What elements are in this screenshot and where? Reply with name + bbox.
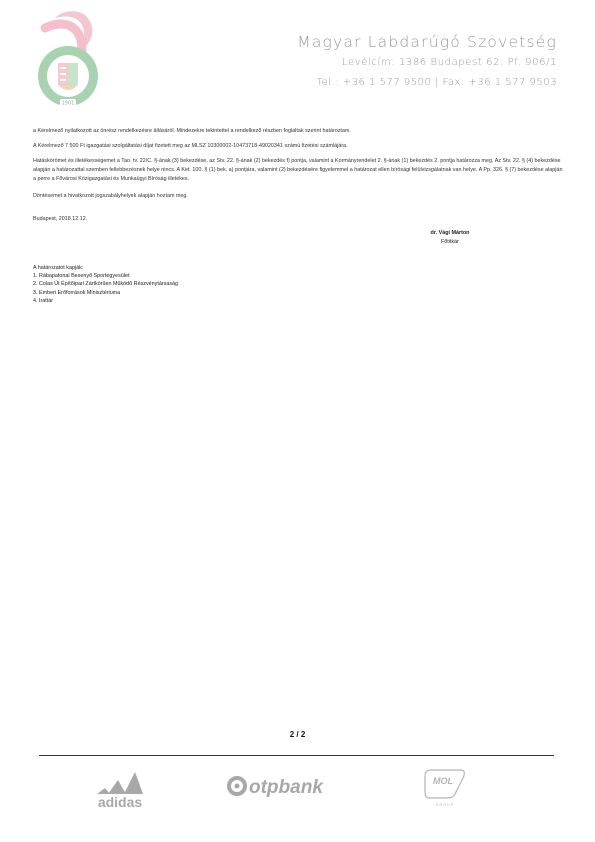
recipients-heading: A határozatot kapják: <box>33 265 84 271</box>
adidas-logo <box>85 766 155 810</box>
signer-name: dr. Vági Márton <box>430 230 470 236</box>
recipients-list <box>33 264 178 305</box>
recipient-item: 2. Colas Út Építőipari Zártkörűen Működő Részvénytársaság <box>33 281 179 288</box>
recipient-item: 4. Irattár <box>33 297 54 304</box>
logo-year: 1901 <box>61 100 75 107</box>
org-name: Magyar Labdarúgó Szövetség <box>297 33 557 51</box>
logo-shield-right <box>68 63 78 85</box>
otpbank-logo <box>225 766 345 806</box>
body-paragraph-2: A Kérelmező 7 500 Ft igazgatási szolgáltatási díjat fizetett meg az MLSZ 10300002-10473718-49020341 számú fizetési számlájára. <box>33 143 348 149</box>
org-phone-fax: Tel.: +36 1 577 9500 | Fax: +36 1 577 9503 <box>316 77 557 88</box>
place-and-date: Budapest, 2018.12.12. <box>33 216 88 222</box>
mlsz-logo <box>30 10 110 110</box>
mol-logo <box>415 766 475 810</box>
signer-title: Főtitkár <box>441 239 459 245</box>
recipient-item: 1. Rábapatonai Besenyő Sportegyesület <box>33 273 130 280</box>
mol-tagline: GROUP <box>435 803 455 807</box>
page-number: 2 / 2 <box>289 730 306 739</box>
footer-divider <box>39 755 554 756</box>
org-address: Levélcím: 1386 Budapest 62. Pf. 906/1 <box>341 57 557 68</box>
adidas-wordmark: adidas <box>97 794 143 810</box>
recipient-item: 3. Emberi Erőforrások Minisztériuma <box>33 289 121 296</box>
body-paragraph-4: Döntésemet a hivatkozott jogszabályhelyek alapján hoztam meg. <box>33 193 188 199</box>
otp-wordmark: otpbank <box>249 777 323 798</box>
body-paragraph-3: Hatáskörömet és illetékességemet a Tao. tv. 22/C. §-ának (3) bekezdése, az Stv. 22. §-ának (2) bekezdés f) pontja, valamint a Kormányrendelet 2. §-ának (1) bekezdés 2. pontja határozza meg. Az Stv. 22. § (4) bekezdése alapján a határozattal szemben fellebbezésnek helye nincs. A Ket. 100. § (1) bek. a) pontjára, valamint (2) bekezdésére figyelemmel a határozat ellen bírósági felülvizsgálatnak van helye. A Pp. 326. § (7) bekezdése alapján a perre a Fővárosi Közigazgatási és Munkaügyi Bíróság illetékes. <box>33 158 563 182</box>
body-paragraph-1: a Kérelmező nyilatkozott az önrész rendelkezésre állásáról. Mindezekre tekintettel a rendelkező részben foglaltak szerint határoztam. <box>33 128 351 134</box>
mol-wordmark: MOL <box>433 776 453 786</box>
